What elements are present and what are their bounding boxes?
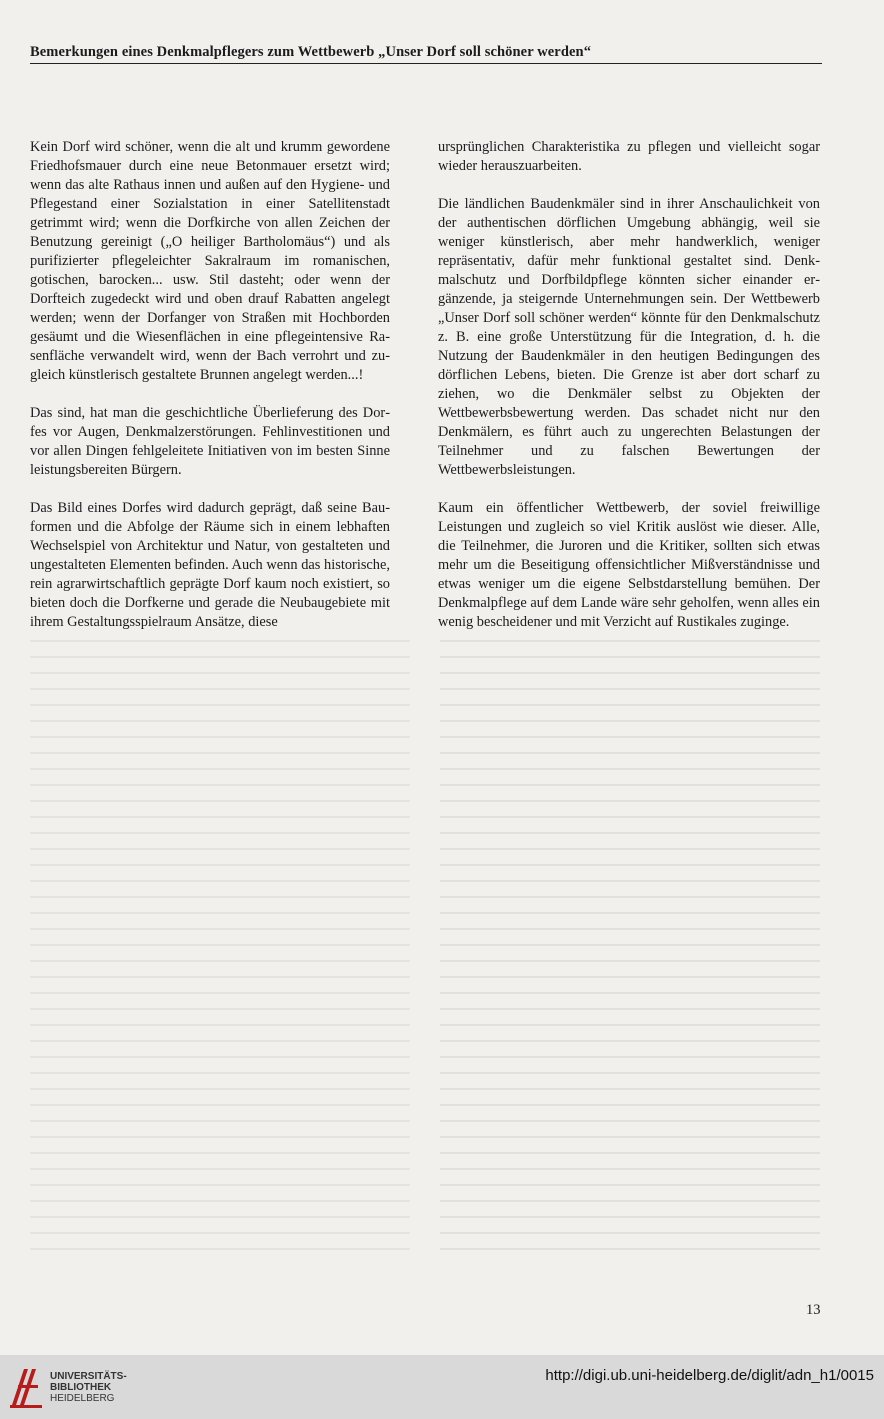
page-number: 13 [806,1302,821,1318]
paragraph: Kaum ein öffentlicher Wettbewerb, der soviel freiwillige Leistungen und zugleich so viel Kritik auslöst wie dieser. Alle, die Teilnehmer, die Juroren und die Kritiker, sollten sich etwas mehr um die Beseitigung offensichtlicher Mißverständnisse und etwas weniger um die eigene Selbstdarstellung bemühen. Der Denkmalpflege auf dem Lande wäre sehr geholfen, wenn alles ein wenig bescheidener und mit Verzicht auf Rustikales zuginge. [438,500,820,630]
paragraph: Die ländlichen Baudenkmäler sind in ihrer Anschaulichkeit von der authentischen dörflichen Umgebung abhängig, weil sie weniger künstlerisch, aber mehr handwerklich, weniger repräsentativ, dafür mehr funktional gestaltet sind. Denkmalschutz und Dorfbildpflege könnten sicher einander ergänzende, ja steigernde Unternehmungen sein. Der Wettbewerb „Unser Dorf soll schöner werden“ könnte für den Denkmalschutz z. B. eine große Unterstützung für die Integration, d. h. die Nutzung der Baudenkmäler in den heutigen Bedingungen des dörflichen Lebens, bieten. Die Grenze ist aber dort scharf zu ziehen, wo die Denkmäler selbst zu Objekten der Wettbewerbsbewertung werden. Das schadet nicht nur den Denkmälern, es führt auch zu ungerechten Belastungen der Teilnehmer und zu falschen Bewertungen der Wettbewerbsleistungen. [438,196,820,478]
bleed-through-right [440,640,820,1260]
library-name-line: HEIDELBERG [50,1393,115,1404]
paragraph: Kein Dorf wird schöner, wenn die alt und krumm gewordene Friedhofsmauer durch eine neue Betonmauer ersetzt wird; wenn das alte Rathaus innen und außen auf den Hygiene- und Pflegestand einer Sozialstation in einer Satellitenstadt getrimmt wird; wenn die Dorfkirche von allen Zeichen der Benutzung gereinigt („O heiliger Bartholomäus“) und als purifizierter pflegeleichter Sakralraum im romanischen, gotischen, barocken... usw. Stil dasteht; oder wenn der Dorfteich zugedeckt wird und oben drauf Rabatten angelegt werden; wenn der Dorfanger von Straßen mit Hochborden gesäumt und die Wiesenflächen in eine pflegeintensive Rasenfläche verwandelt wird, wenn der Bach verrohrt und zugleich künstlerisch gestaltete Brunnen angelegt werden...! [30,139,390,383]
header-rule [30,63,822,64]
footer-bar [0,1355,884,1419]
library-name-line: UNIVERSITÄTS- [50,1371,127,1382]
library-name [50,1371,127,1404]
paragraph: ursprünglichen Charakteristika zu pflegen und vielleicht sogar wieder herauszuarbeiten. [438,139,820,174]
paragraph: Das Bild eines Dorfes wird dadurch geprägt, daß seine Bauformen und die Abfolge der Räume sich in einem lebhaften Wechselspiel von Architektur und Natur, von gestalteten und ungestalteten Elementen befinden. Auch wenn das historische, rein agrarwirtschaftlich geprägte Dorf kaum noch existiert, so bieten doch die Dorfkerne und gerade die Neubaugebiete mit ihrem Gestaltungsspielraum Ansätze, diese [30,500,390,630]
library-name-line: BIBLIOTHEK [50,1382,112,1393]
bleed-through-left [30,640,410,1260]
right-column [438,138,820,651]
paragraph: Das sind, hat man die geschichtliche Überlieferung des Dorfes vor Augen, Denkmalzerstörungen. Fehlinvestitionen und vor allen Dingen fehlgeleitete Initiativen von im besten Sinne leistungsbereiten Bürgern. [30,405,390,478]
source-url-link[interactable]: http://digi.ub.uni-heidelberg.de/diglit/adn_h1/0015 [545,1367,874,1384]
left-column [30,138,390,651]
running-head: Bemerkungen eines Denkmalpflegers zum Wettbewerb „Unser Dorf soll schöner werden“ [30,44,592,60]
library-logo-icon [8,1365,44,1409]
